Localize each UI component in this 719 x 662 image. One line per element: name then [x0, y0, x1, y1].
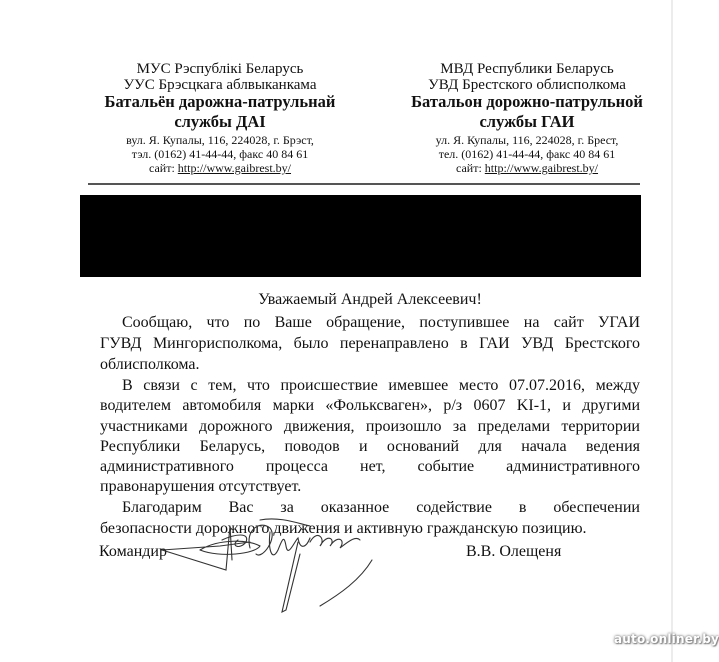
- handwritten-signature: [160, 520, 390, 635]
- department-name: УУС Брэсцкага аблвыканкама: [123, 77, 317, 93]
- redaction-block: [80, 195, 641, 277]
- letterhead-russian: [402, 62, 652, 176]
- paragraph1-line: ГУВД Мингорисполкома, было перенаправлено в ГАИ УВД Брестского: [100, 335, 640, 352]
- ministry-name: МУС Рэспублікі Беларусь: [136, 61, 304, 77]
- ministry-name: МВД Республики Беларусь: [440, 61, 614, 77]
- paragraph3-line: Благодарим Вас за оказанное содействие в обеспечении: [122, 499, 640, 516]
- letterhead-belarusian: [96, 62, 344, 176]
- unit-name-line1: Батальон дорожно-патрульной: [411, 92, 643, 111]
- website-label: сайт:: [455, 161, 482, 175]
- watermark: auto.onliner.by: [614, 632, 719, 646]
- department-name: УВД Брестского облисполкома: [428, 77, 626, 93]
- paragraph2-line: правонарушения отсутствует.: [100, 478, 302, 495]
- paragraph3-line: безопасности дорожного движения и активную гражданскую позицию.: [100, 520, 587, 537]
- paragraph2-line: административного процесса нет, событие административного: [100, 458, 640, 475]
- paragraph2-line: водителем автомобиля марки «Фольксваген», р/з 0607 KI-1, и другими: [100, 397, 640, 414]
- letterhead-divider: [88, 183, 640, 185]
- signatory-title: Командир: [99, 543, 167, 560]
- phone-fax: тэл. (0162) 41-44-44, факс 40 84 61: [131, 147, 309, 161]
- signatory-name: В.В. Олещеня: [466, 543, 562, 560]
- paragraph1-line: Сообщаю, что по Ваше обращение, поступившее на сайт УГАИ: [122, 314, 640, 331]
- unit-name-line1: Батальён дарожна-патрульнай: [104, 92, 336, 111]
- unit-name-line2: службы ГАИ: [479, 112, 575, 131]
- paragraph1-line: облисполкома.: [100, 356, 200, 373]
- paragraph2-line: В связи с тем, что происшествие имевшее место 07.07.2016, между: [122, 377, 640, 394]
- website-link[interactable]: http://www.gaibrest.by/: [484, 161, 599, 175]
- paragraph2-line: участниками дорожного движения, произошло за пределами территории: [100, 418, 640, 435]
- page-edge-line: [671, 0, 673, 662]
- address: вул. Я. Купалы, 116, 224028, г. Брэст,: [126, 133, 314, 147]
- website-label: сайт:: [148, 161, 175, 175]
- paragraph2-line: Республики Беларусь, поводов и оснований для начала ведения: [100, 438, 640, 455]
- address: ул. Я. Купалы, 116, 224028, г. Брест,: [435, 133, 619, 147]
- phone-fax: тел. (0162) 41-44-44, факс 40 84 61: [438, 147, 616, 161]
- website-line: [96, 162, 344, 176]
- unit-name-line2: службы ДАІ: [174, 112, 266, 131]
- greeting: Уважаемый Андрей Алексеевич!: [258, 291, 482, 308]
- website-line: [402, 162, 652, 176]
- website-link[interactable]: http://www.gaibrest.by/: [177, 161, 292, 175]
